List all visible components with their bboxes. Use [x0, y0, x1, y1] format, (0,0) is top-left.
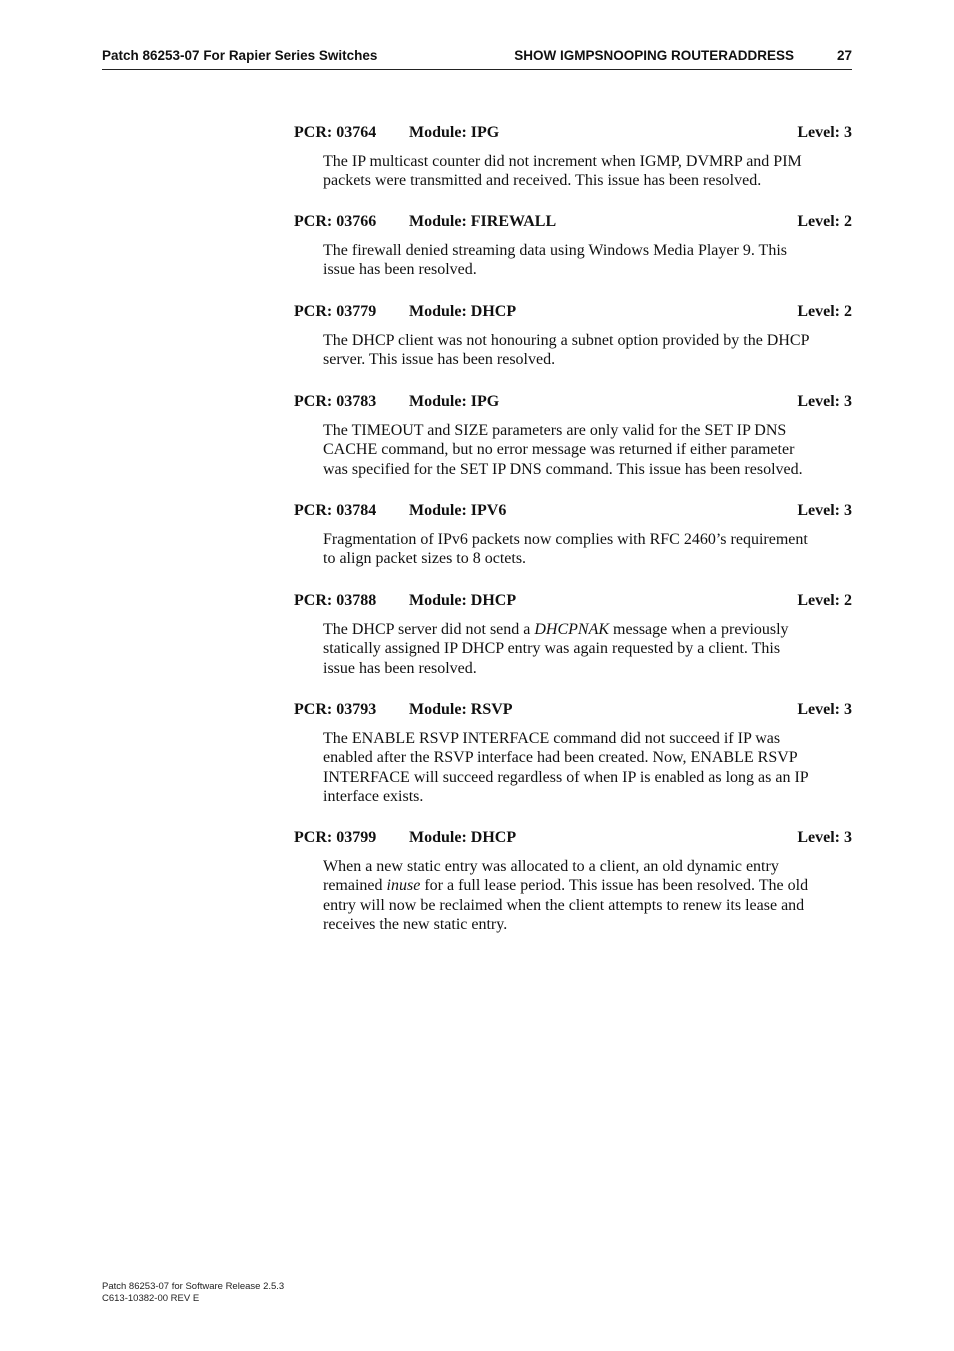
text-run: remained	[323, 877, 387, 895]
text-run: The DHCP server did not send a	[323, 621, 535, 638]
message-name: DHCPNAK	[534, 621, 610, 638]
pcr-number: PCR: 03784	[294, 502, 377, 519]
module-name: Module: DHCP	[409, 303, 517, 320]
description-line: packets were transmitted and received. This issue has been resolved.	[323, 172, 762, 190]
running-header	[102, 48, 852, 70]
text-run: for a full lease period. This issue has been resolved. The old	[420, 877, 809, 895]
description-line: issue has been resolved.	[323, 659, 477, 677]
description-line: The TIMEOUT and SIZE parameters are only valid for the SET IP DNS	[323, 422, 787, 439]
level: Level: 3	[797, 124, 852, 141]
pcr-entry-03793	[294, 701, 852, 806]
module-name: Module: IPG	[409, 124, 500, 141]
entry-heading	[294, 213, 852, 233]
description-line: entry will now be reclaimed when the client attempts to renew its lease and	[323, 896, 805, 914]
description-line	[323, 876, 852, 895]
entry-heading	[294, 829, 852, 849]
entry-description	[323, 152, 852, 191]
entry-description	[323, 620, 852, 678]
pcr-entry-03783	[294, 393, 852, 479]
pcr-number: PCR: 03779	[294, 303, 377, 320]
page-footer	[102, 1281, 284, 1304]
footer-release: Patch 86253-07 for Software Release 2.5.3	[102, 1281, 285, 1292]
page-number: 27	[836, 48, 852, 63]
entry-description	[323, 729, 852, 806]
description-line: receives the new static entry.	[323, 915, 508, 933]
entry-description	[323, 421, 852, 479]
pcr-number: PCR: 03783	[294, 393, 377, 410]
pcr-entry-03764	[294, 124, 852, 191]
pcr-entry-03766	[294, 213, 852, 280]
header-section-title: SHOW IGMPSNOOPING ROUTERADDRESS	[514, 48, 794, 63]
state-name: inuse	[386, 877, 421, 895]
module-name: Module: FIREWALL	[409, 213, 557, 230]
level: Level: 3	[797, 701, 852, 718]
pcr-entry-03784	[294, 502, 852, 569]
description-line	[323, 620, 852, 639]
entry-heading	[294, 124, 852, 144]
description-line: enabled after the RSVP interface had been created. Now, ENABLE RSVP	[323, 749, 798, 767]
description-line: The firewall denied streaming data using Windows Media Player 9. This	[323, 242, 787, 259]
pcr-number: PCR: 03799	[294, 829, 377, 846]
module-name: Module: RSVP	[409, 701, 513, 718]
pcr-entry-03779	[294, 303, 852, 370]
entry-description	[323, 331, 852, 370]
entry-heading	[294, 592, 852, 612]
entry-heading	[294, 701, 852, 721]
entry-heading	[294, 303, 852, 323]
level: Level: 3	[797, 502, 852, 519]
module-name: Module: IPV6	[409, 502, 507, 519]
pcr-number: PCR: 03788	[294, 592, 377, 609]
level: Level: 3	[797, 829, 852, 846]
entry-description	[323, 241, 852, 280]
description-line: statically assigned IP DHCP entry was again requested by a client. This	[323, 640, 781, 658]
description-line: The IP multicast counter did not increment when IGMP, DVMRP and PIM	[323, 153, 802, 170]
entry-heading	[294, 502, 852, 522]
description-line: interface exists.	[323, 787, 424, 805]
module-name: Module: DHCP	[409, 592, 517, 609]
description-line: issue has been resolved.	[323, 261, 477, 279]
level: Level: 2	[797, 213, 852, 230]
pcr-entry-03788	[294, 592, 852, 678]
module-name: Module: IPG	[409, 393, 500, 410]
entry-description	[323, 530, 852, 569]
description-line: INTERFACE will succeed regardless of when IP is enabled as long as an IP	[323, 768, 809, 786]
description-line: CACHE command, but no error message was returned if either parameter	[323, 441, 795, 459]
entry-heading	[294, 393, 852, 413]
description-line: When a new static entry was allocated to a client, an old dynamic entry	[323, 858, 779, 875]
pcr-number: PCR: 03793	[294, 701, 377, 718]
description-line: to align packet sizes to 8 octets.	[323, 550, 527, 568]
level: Level: 3	[797, 393, 852, 410]
description-line: The DHCP client was not honouring a subnet option provided by the DHCP	[323, 332, 810, 349]
text-run: message when a previously	[609, 621, 789, 638]
description-line: was specified for the SET IP DNS command. This issue has been resolved.	[323, 460, 803, 478]
module-name: Module: DHCP	[409, 829, 517, 846]
level: Level: 2	[797, 303, 852, 320]
footer-doc-number: C613-10382-00 REV E	[102, 1292, 200, 1304]
description-line: The ENABLE RSVP INTERFACE command did not succeed if IP was	[323, 730, 781, 747]
header-document-title: Patch 86253-07 For Rapier Series Switches	[102, 48, 378, 63]
pcr-number: PCR: 03766	[294, 213, 377, 230]
description-line: Fragmentation of IPv6 packets now complies with RFC 2460’s requirement	[323, 531, 808, 548]
pcr-entry-03799	[294, 829, 852, 934]
description-line: server. This issue has been resolved.	[323, 351, 556, 369]
level: Level: 2	[797, 592, 852, 609]
entry-description	[323, 857, 852, 934]
pcr-number: PCR: 03764	[294, 124, 377, 141]
